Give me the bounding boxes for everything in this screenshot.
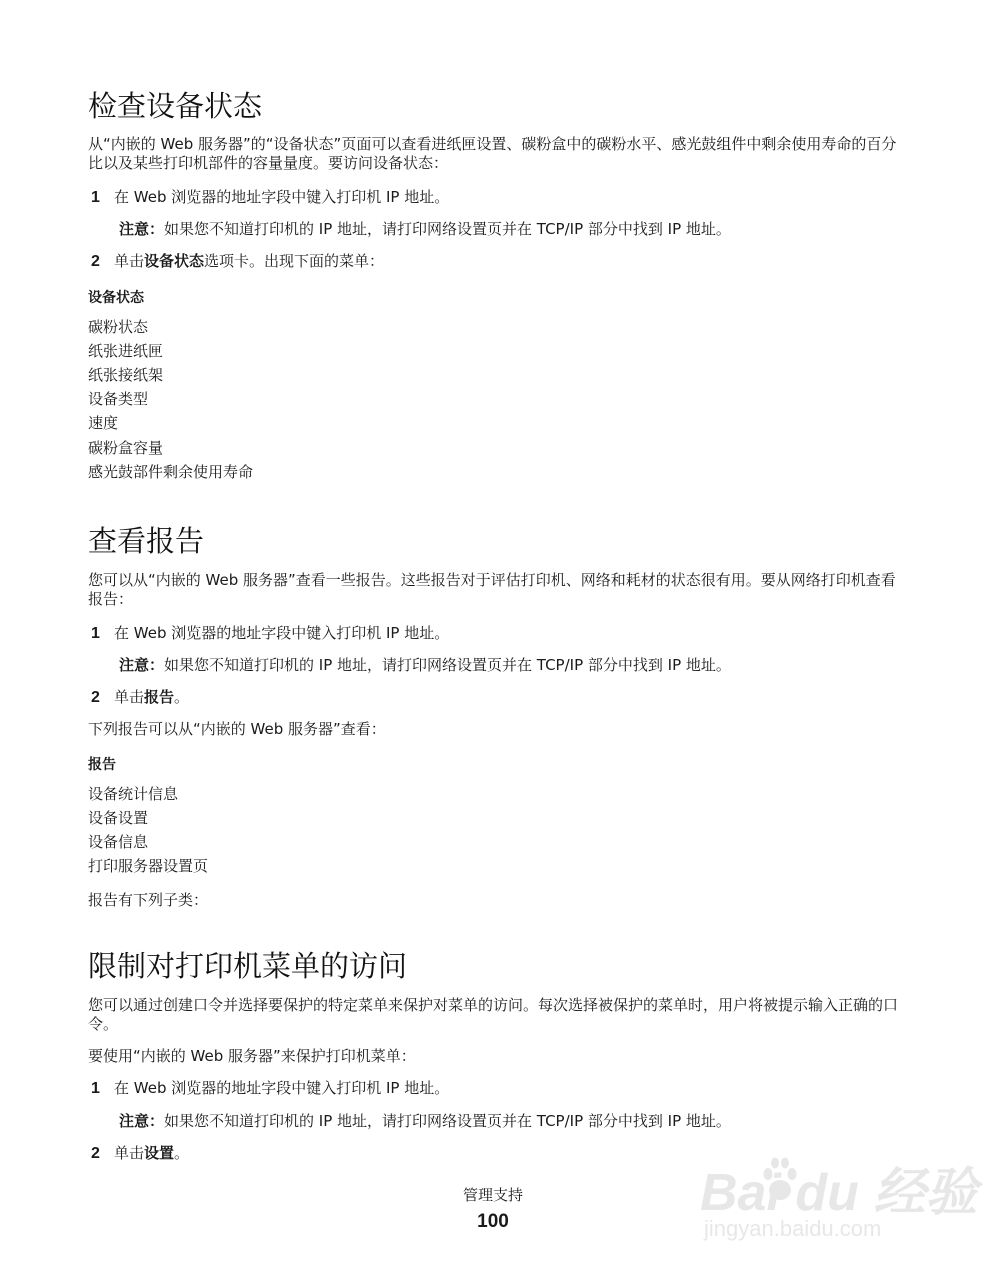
reports-menu-item: 打印服务器设置页: [88, 857, 209, 875]
step-text-bold: 设备状态: [144, 252, 205, 270]
note-text: 如果您不知道打印机的 IP 地址，请打印网络设置页并在 TCP/IP 部分中找到 IP 地址。: [164, 656, 731, 674]
watermark-url: jingyan.baidu.com: [704, 1216, 882, 1241]
step-text-bold: 设置: [144, 1144, 175, 1162]
section1-note: [119, 219, 731, 239]
device-status-menu-item: 纸张接纸架: [88, 366, 164, 384]
baidu-watermark: [700, 1150, 978, 1250]
device-status-menu-item: 纸张进纸匣: [88, 342, 164, 360]
step-text-bold: 报告: [144, 688, 175, 706]
section2-step-1: [91, 623, 449, 644]
step-number: 2: [91, 689, 100, 706]
reports-menu-heading: 报告: [88, 757, 116, 773]
step-number: 2: [91, 253, 100, 270]
step-number: 1: [91, 625, 100, 642]
reports-menu-item: 设备信息: [88, 833, 149, 851]
note-label: 注意：: [119, 1112, 165, 1130]
section-title-device-status: 检查设备状态: [88, 89, 263, 123]
step-text-pre: 单击: [114, 252, 145, 270]
step-text-post: 。: [174, 688, 190, 706]
section3-step-1: [91, 1078, 449, 1099]
section1-intro: 从“内嵌的 Web 服务器”的“设备状态”页面可以查看进纸匣设置、碳粉盒中的碳粉水平、感光鼓组件中剩余使用寿命的百分比以及某些打印机部件的容量量度。要访问设备状态：: [88, 135, 897, 172]
device-status-menu-item: 碳粉状态: [88, 318, 149, 336]
device-status-menu-item: 速度: [88, 414, 119, 432]
reports-list-intro: 下列报告可以从“内嵌的 Web 服务器”查看：: [88, 720, 386, 738]
step-text-pre: 单击: [114, 688, 145, 706]
step-text: 在 Web 浏览器的地址字段中键入打印机 IP 地址。: [114, 624, 450, 642]
section2-intro: 您可以从“内嵌的 Web 服务器”查看一些报告。这些报告对于评估打印机、网络和耗材的状态很有用。要从网络打印机查看报告：: [88, 571, 896, 608]
step-text-post: 。: [174, 1144, 190, 1162]
section3-note: [119, 1111, 731, 1131]
step-text-pre: 单击: [114, 1144, 145, 1162]
section3-intro: 您可以通过创建口令并选择要保护的特定菜单来保护对菜单的访问。每次选择被保护的菜单时，用户将被提示输入正确的口令。: [88, 996, 899, 1033]
note-text: 如果您不知道打印机的 IP 地址，请打印网络设置页并在 TCP/IP 部分中找到 IP 地址。: [164, 1112, 731, 1130]
reports-menu-item: 设备统计信息: [88, 785, 179, 803]
reports-subcategory-text: 报告有下列子类：: [88, 891, 209, 909]
section3-step-2: [91, 1143, 189, 1164]
footer-page-number: 100: [477, 1211, 509, 1232]
step-text: 在 Web 浏览器的地址字段中键入打印机 IP 地址。: [114, 188, 450, 206]
step-number: 1: [91, 1080, 100, 1097]
watermark-brand: Bai du 经验: [700, 1164, 978, 1222]
section-title-restrict-menu-access: 限制对打印机菜单的访问: [88, 949, 408, 983]
note-label: 注意：: [119, 656, 165, 674]
step-text-post: 选项卡。出现下面的菜单：: [204, 252, 385, 270]
device-status-menu-heading: 设备状态: [88, 290, 144, 306]
step-number: 1: [91, 189, 100, 206]
section-title-view-reports: 查看报告: [88, 524, 205, 558]
device-status-menu-item: 碳粉盒容量: [88, 439, 164, 457]
section1-step-2: [91, 251, 384, 272]
reports-menu-item: 设备设置: [88, 809, 149, 827]
note-text: 如果您不知道打印机的 IP 地址，请打印网络设置页并在 TCP/IP 部分中找到 IP 地址。: [164, 220, 731, 238]
section1-step-1: [91, 187, 449, 208]
section2-note: [119, 655, 731, 675]
paw-icon: [760, 1154, 800, 1206]
device-status-menu-item: 设备类型: [88, 390, 149, 408]
device-status-menu-item: 感光鼓部件剩余使用寿命: [88, 463, 254, 481]
step-number: 2: [91, 1145, 100, 1162]
step-text: 在 Web 浏览器的地址字段中键入打印机 IP 地址。: [114, 1079, 450, 1097]
section3-lead: 要使用“内嵌的 Web 服务器”来保护打印机菜单：: [88, 1047, 416, 1065]
footer-section-label: 管理支持: [462, 1186, 523, 1204]
note-label: 注意：: [119, 220, 165, 238]
section2-step-2: [91, 687, 189, 708]
